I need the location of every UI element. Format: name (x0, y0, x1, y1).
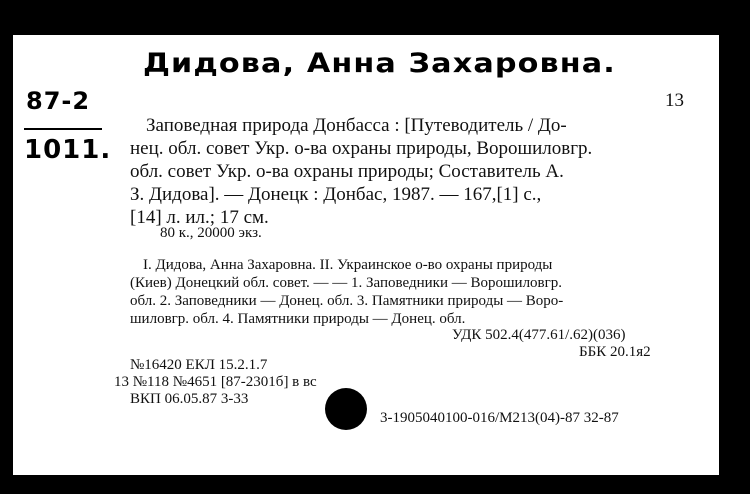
udk-classification: УДК 502.4(477.61/.62)(036) (452, 327, 626, 343)
description-line-3: обл. совет Укр. о-ва охраны природы; Составитель А. (130, 161, 564, 182)
footer-line-2: 13 №118 №4651 [87-2301б] в вс (114, 374, 317, 390)
description-line-5: [14] л. ил.; 17 см. (130, 207, 269, 228)
card-number: 13 (665, 90, 684, 111)
tracing-line-3: обл. 2. Заповедники — Донец. обл. 3. Памятники природы — Воро- (130, 293, 564, 309)
footer-publisher-code: 3-1905040100-016/М213(04)-87 32-87 (380, 410, 619, 426)
ink-blot (325, 388, 367, 430)
handwritten-shelf-mark-bottom: 1011. (24, 135, 112, 165)
description-line-2: нец. обл. совет Укр. о-ва охраны природы, Ворошиловгр. (130, 138, 593, 159)
tracing-line-1: I. Дидова, Анна Захаровна. II. Украинское о-во охраны природы (143, 257, 553, 273)
description-line-1: Заповедная природа Донбасса : [Путеводитель / До- (146, 115, 567, 136)
footer-line-3: ВКП 06.05.87 3-33 (130, 391, 249, 407)
tracing-line-2: (Киев) Донецкий обл. совет. — — 1. Заповедники — Ворошиловгр. (130, 275, 563, 291)
shelf-mark-divider (24, 128, 102, 130)
tracing-line-4: шиловгр. обл. 4. Памятники природы — Донец. обл. (130, 311, 466, 327)
bbk-classification: ББК 20.1я2 (579, 344, 651, 360)
catalog-card (13, 35, 719, 475)
handwritten-author-name: Дидова, Анна Захаровна. (143, 48, 616, 79)
footer-line-1: №16420 ЕКЛ 15.2.1.7 (130, 357, 268, 373)
price-and-print-run: 80 к., 20000 экз. (160, 225, 262, 241)
description-line-4: З. Дидова]. — Донецк : Донбас, 1987. — 167,[1] с., (130, 184, 542, 205)
handwritten-shelf-mark-top: 87-2 (26, 87, 91, 115)
